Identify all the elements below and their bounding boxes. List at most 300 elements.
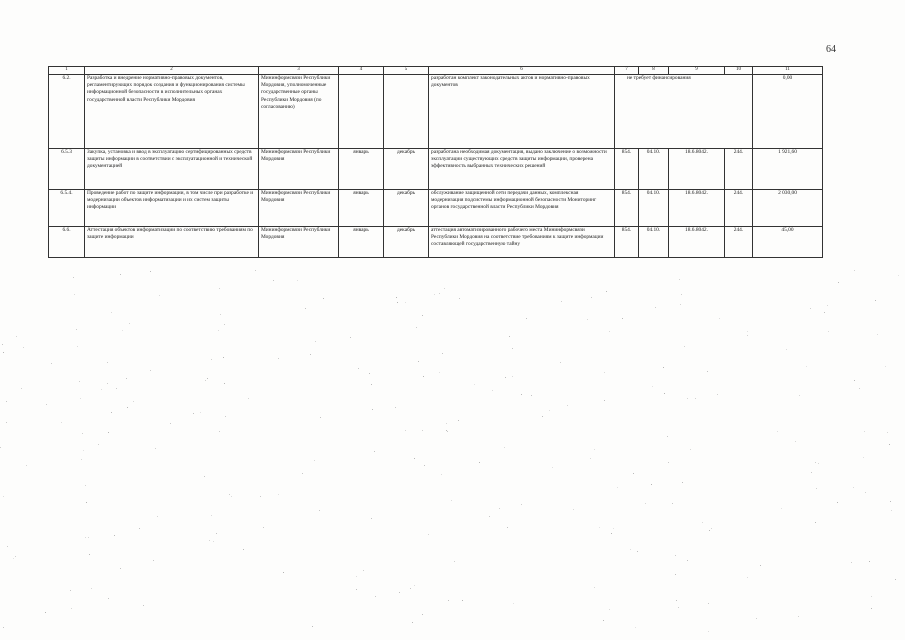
scan-speck xyxy=(684,346,685,347)
scan-speck xyxy=(871,608,872,609)
scan-speck xyxy=(46,404,47,405)
scan-speck xyxy=(447,431,448,432)
scan-speck xyxy=(604,400,605,401)
scan-speck xyxy=(26,465,27,466)
scan-speck xyxy=(283,572,284,573)
scan-speck xyxy=(133,401,134,402)
scan-speck xyxy=(651,484,652,485)
scan-speck xyxy=(219,288,220,289)
scan-speck xyxy=(85,485,86,486)
scan-speck xyxy=(682,482,683,483)
scan-speck xyxy=(672,503,673,504)
scan-speck xyxy=(521,504,522,505)
scan-speck xyxy=(854,270,855,271)
scan-speck xyxy=(86,502,87,503)
activity-name: Разработка и внедрение нормативно-правовых документов, регламентирующих порядок создания и функционирования системы информационной безопасности в исполнительных органах государственной власти Республики Мордовия xyxy=(85,75,259,149)
scan-speck xyxy=(542,416,543,417)
scan-speck xyxy=(827,305,828,306)
scan-speck xyxy=(15,556,16,557)
scan-speck xyxy=(756,618,757,619)
scan-speck xyxy=(561,301,562,302)
scan-speck xyxy=(91,588,92,589)
scan-speck xyxy=(410,588,411,589)
scan-speck xyxy=(599,527,600,528)
scan-speck xyxy=(61,422,62,423)
scan-speck xyxy=(645,503,646,504)
scan-speck xyxy=(451,500,452,501)
scan-speck xyxy=(16,336,17,337)
scan-speck xyxy=(444,288,445,289)
scan-speck xyxy=(229,494,230,495)
scan-speck xyxy=(567,405,568,406)
scan-speck xyxy=(549,410,550,411)
scan-speck xyxy=(323,298,324,299)
scan-speck xyxy=(652,386,653,387)
scan-speck xyxy=(82,433,83,434)
column-number-header: 5 xyxy=(384,67,429,75)
scan-speck xyxy=(356,589,357,590)
scan-speck xyxy=(13,558,14,559)
scan-speck xyxy=(474,384,475,385)
scan-speck xyxy=(747,331,748,332)
scan-speck xyxy=(690,449,691,450)
scan-speck xyxy=(513,603,514,604)
column-number-header: 4 xyxy=(339,67,384,75)
scan-speck xyxy=(637,551,638,552)
scan-speck xyxy=(891,510,892,511)
scan-speck xyxy=(371,518,372,519)
scan-speck xyxy=(663,367,664,368)
scan-speck xyxy=(159,295,160,296)
scan-speck xyxy=(107,383,108,384)
scan-speck xyxy=(170,423,171,424)
scan-speck xyxy=(428,534,429,535)
column-number-header: 2 xyxy=(85,67,259,75)
scan-speck xyxy=(350,337,351,338)
scan-speck xyxy=(0,447,1,448)
scan-speck xyxy=(604,372,605,373)
csr-code: 18.6.8042. xyxy=(669,227,725,258)
scan-speck xyxy=(263,527,264,528)
scan-speck xyxy=(709,530,710,531)
scan-speck xyxy=(719,318,720,319)
scan-speck xyxy=(458,420,459,421)
scan-speck xyxy=(667,436,668,437)
scan-speck xyxy=(220,314,221,315)
scan-speck xyxy=(108,598,109,599)
scan-speck xyxy=(111,312,112,313)
start-date: январь xyxy=(339,190,384,227)
scan-speck xyxy=(442,353,443,354)
csr-code: 18.6.8042. xyxy=(669,190,725,227)
scan-speck xyxy=(126,378,127,379)
activity-name: Закупка, установка и ввод в эксплуатацию сертифицированных средств защиты информации в соответствии с эксплуатационной и технической документацией xyxy=(85,149,259,190)
scan-speck xyxy=(223,357,224,358)
scan-speck xyxy=(799,395,800,396)
vr-code: 244. xyxy=(725,149,753,190)
scan-speck xyxy=(479,462,480,463)
scan-speck xyxy=(708,631,709,632)
scan-speck xyxy=(6,401,7,402)
scan-speck xyxy=(129,323,130,324)
scan-speck xyxy=(590,458,591,459)
scan-speck xyxy=(219,431,220,432)
scan-speck xyxy=(838,282,839,283)
scan-speck xyxy=(675,555,676,556)
end-date: декабрь xyxy=(384,149,429,190)
scan-speck xyxy=(139,528,140,529)
scan-speck xyxy=(747,335,748,336)
scan-speck xyxy=(594,449,595,450)
grbs-code: 854. xyxy=(615,227,639,258)
scan-speck xyxy=(150,271,151,272)
rzpr-code: 04.10. xyxy=(639,149,669,190)
scan-speck xyxy=(76,329,77,330)
scan-speck xyxy=(708,603,709,604)
scan-speck xyxy=(609,609,610,610)
scan-speck xyxy=(150,370,151,371)
scan-speck xyxy=(127,407,128,408)
table-row xyxy=(49,227,823,258)
scan-speck xyxy=(312,626,313,627)
scan-speck xyxy=(107,362,108,363)
scan-speck xyxy=(459,298,460,299)
scan-speck xyxy=(396,297,397,298)
expected-result: разработан комплект законодательных актов и нормативно-правовых документов xyxy=(429,75,615,149)
scan-speck xyxy=(77,346,78,347)
scan-speck xyxy=(424,465,425,466)
scan-speck xyxy=(414,458,415,459)
scan-speck xyxy=(218,330,219,331)
start-date: январь xyxy=(339,149,384,190)
scan-speck xyxy=(446,423,447,424)
scan-speck xyxy=(760,565,761,566)
scan-speck xyxy=(81,459,82,460)
scan-speck xyxy=(573,509,574,510)
scan-speck xyxy=(7,546,8,547)
scan-speck xyxy=(116,388,117,389)
scan-speck xyxy=(305,308,306,309)
scan-speck xyxy=(499,508,500,509)
table-header-row xyxy=(49,67,823,75)
scan-speck xyxy=(3,496,4,497)
scan-speck xyxy=(603,620,604,621)
scan-speck xyxy=(622,318,623,319)
scan-speck xyxy=(319,510,320,511)
scan-speck xyxy=(635,627,636,628)
scan-speck xyxy=(875,300,876,301)
scan-speck xyxy=(224,324,225,325)
end-date: декабрь xyxy=(384,227,429,258)
scan-speck xyxy=(418,361,419,362)
total-amount: 1 921,60 xyxy=(753,149,823,190)
scan-speck xyxy=(248,398,249,399)
scan-speck xyxy=(865,492,866,493)
scan-speck xyxy=(114,535,115,536)
expected-result: обслуживание защищенной сети передачи данных, комплексная модернизация подсистемы информационной безопасности Мониторинг органов государственной власти Республики Мордовия xyxy=(429,190,615,227)
table-row xyxy=(49,75,823,149)
scan-speck xyxy=(2,344,3,345)
scan-speck xyxy=(448,600,449,601)
scan-speck xyxy=(98,444,99,445)
scan-speck xyxy=(889,444,890,445)
scan-speck xyxy=(859,388,860,389)
scan-speck xyxy=(816,488,817,489)
executor: Мининформсвязи Республики Мордовия xyxy=(259,190,339,227)
scan-speck xyxy=(786,349,787,350)
scan-speck xyxy=(120,568,121,569)
scan-speck xyxy=(395,407,396,408)
total-amount: 0,00 xyxy=(753,75,823,149)
scan-speck xyxy=(273,280,274,281)
program-activities-table xyxy=(48,66,823,258)
scan-speck xyxy=(441,474,442,475)
scan-speck xyxy=(88,537,89,538)
executor: Мининформсвязи Республики Мордовия, уполномоченные государственные органы Республики Мордовия (по согласованию) xyxy=(259,75,339,149)
scan-speck xyxy=(781,508,782,509)
scan-speck xyxy=(422,614,423,615)
scan-speck xyxy=(260,496,261,497)
scan-speck xyxy=(869,561,870,562)
scan-speck xyxy=(111,412,112,413)
scan-speck xyxy=(89,554,90,555)
scan-speck xyxy=(811,472,812,473)
scan-speck xyxy=(224,383,225,384)
scan-speck xyxy=(79,381,80,382)
scan-speck xyxy=(613,528,614,529)
column-number-header: 1 xyxy=(49,67,85,75)
scan-speck xyxy=(512,348,513,349)
scan-speck xyxy=(707,371,708,372)
scan-speck xyxy=(363,570,364,571)
total-amount: 45,00 xyxy=(753,227,823,258)
item-number: 6.5.3 xyxy=(49,149,85,190)
vr-code: 244. xyxy=(725,190,753,227)
end-date xyxy=(384,75,429,149)
scan-speck xyxy=(416,327,417,328)
scan-speck xyxy=(606,291,607,292)
scan-speck xyxy=(591,297,592,298)
financing-note: не требует финансирования xyxy=(615,75,753,149)
scan-speck xyxy=(200,412,201,413)
scan-speck xyxy=(372,409,373,410)
scan-speck xyxy=(871,596,872,597)
scan-speck xyxy=(23,347,24,348)
scan-speck xyxy=(655,307,656,308)
scan-speck xyxy=(193,413,194,414)
column-number-header: 7 xyxy=(615,67,639,75)
scan-speck xyxy=(3,352,4,353)
scan-speck xyxy=(795,441,796,442)
scan-speck xyxy=(798,616,799,617)
scan-speck xyxy=(815,522,816,523)
scan-speck xyxy=(108,432,109,433)
scan-speck xyxy=(828,331,829,332)
scan-speck xyxy=(3,627,4,628)
start-date: январь xyxy=(339,227,384,258)
scan-speck xyxy=(594,587,595,588)
scan-speck xyxy=(837,502,838,503)
scan-speck xyxy=(676,600,677,601)
scan-speck xyxy=(120,274,121,275)
scan-speck xyxy=(824,312,825,313)
activity-name: Аттестация объектов информатизации по соответствию требованиям по защите информации xyxy=(85,227,259,258)
scan-speck xyxy=(711,528,712,529)
scan-speck xyxy=(399,592,400,593)
scan-speck xyxy=(278,494,279,495)
scan-speck xyxy=(863,457,864,458)
scan-speck xyxy=(278,358,279,359)
scan-speck xyxy=(143,605,144,606)
item-number: 6.2. xyxy=(49,75,85,149)
scan-speck xyxy=(439,372,440,373)
scan-speck xyxy=(70,590,71,591)
csr-code: 18.6.8042. xyxy=(669,149,725,190)
scan-speck xyxy=(74,294,75,295)
scan-speck xyxy=(492,390,493,391)
scan-speck xyxy=(225,416,226,417)
grbs-code: 854. xyxy=(615,149,639,190)
scan-speck xyxy=(717,394,718,395)
scan-speck xyxy=(423,376,424,377)
scan-speck xyxy=(462,600,463,601)
scan-speck xyxy=(85,537,86,538)
scan-speck xyxy=(617,487,618,488)
scan-speck xyxy=(320,417,321,418)
scan-speck xyxy=(806,366,807,367)
scan-speck xyxy=(890,501,891,502)
scan-speck xyxy=(609,331,610,332)
scan-speck xyxy=(851,562,852,563)
grbs-code: 854. xyxy=(615,190,639,227)
scan-speck xyxy=(507,527,508,528)
scan-speck xyxy=(216,533,217,534)
scan-speck xyxy=(209,540,210,541)
scan-speck xyxy=(633,473,634,474)
scan-speck xyxy=(531,395,532,396)
scan-speck xyxy=(668,462,669,463)
scan-speck xyxy=(356,576,357,577)
scan-speck xyxy=(681,294,682,295)
scan-speck xyxy=(818,463,819,464)
scan-speck xyxy=(777,431,778,432)
scan-speck xyxy=(155,448,156,449)
scan-speck xyxy=(204,476,205,477)
scan-speck xyxy=(489,516,490,517)
scan-speck xyxy=(422,430,423,431)
scan-speck xyxy=(405,430,406,431)
scan-speck xyxy=(680,304,681,305)
scan-speck xyxy=(509,336,510,337)
expected-result: разработана необходимая документация, выдано заключение о возможности эксплуатации существующих средств защиты информации, проверена эффективность выбранных технических решений xyxy=(429,149,615,190)
scan-speck xyxy=(51,363,52,364)
scan-speck xyxy=(854,380,855,381)
activity-name: Проведение работ по защите информации, в том числе при разработке и модернизации объектов информатизации и их систем защиты информации xyxy=(85,190,259,227)
scan-speck xyxy=(6,422,7,423)
item-number: 6.6. xyxy=(49,227,85,258)
scan-speck xyxy=(397,302,398,303)
vr-code: 244. xyxy=(725,227,753,258)
scan-speck xyxy=(454,561,455,562)
scan-speck xyxy=(810,308,811,309)
scan-speck xyxy=(412,622,413,623)
scan-speck xyxy=(21,388,22,389)
scan-speck xyxy=(664,393,665,394)
item-number: 6.5.4. xyxy=(49,190,85,227)
scan-speck xyxy=(243,549,244,550)
scan-speck xyxy=(405,302,406,303)
scan-speck xyxy=(375,596,376,597)
rzpr-code: 04.10. xyxy=(639,227,669,258)
scan-speck xyxy=(83,450,84,451)
scan-speck xyxy=(358,368,359,369)
scan-speck xyxy=(73,277,74,278)
scan-speck xyxy=(505,377,506,378)
rzpr-code: 04.10. xyxy=(639,190,669,227)
scan-speck xyxy=(315,341,316,342)
scan-speck xyxy=(695,398,696,399)
scan-speck xyxy=(369,373,370,374)
scan-speck xyxy=(255,270,256,271)
scan-speck xyxy=(526,318,527,319)
scan-speck xyxy=(898,275,899,276)
scan-speck xyxy=(231,496,232,497)
scan-speck xyxy=(211,359,212,360)
scan-speck xyxy=(422,315,423,316)
scan-speck xyxy=(702,522,703,523)
scan-speck xyxy=(371,384,372,385)
scan-speck xyxy=(877,334,878,335)
executor: Мининформсвязи Республики Мордовия xyxy=(259,149,339,190)
scan-speck xyxy=(887,432,888,433)
scan-speck xyxy=(71,608,72,609)
scan-speck xyxy=(153,560,154,561)
scan-speck xyxy=(504,447,505,448)
scan-speck xyxy=(374,451,375,452)
scan-speck xyxy=(213,541,214,542)
scan-speck xyxy=(205,380,206,381)
scan-speck xyxy=(101,389,102,390)
scan-speck xyxy=(895,579,896,580)
scan-speck xyxy=(560,362,561,363)
table-row xyxy=(49,190,823,227)
scan-speck xyxy=(512,376,513,377)
end-date: декабрь xyxy=(384,190,429,227)
scan-speck xyxy=(211,515,212,516)
column-number-header: 3 xyxy=(259,67,339,75)
column-number-header: 11 xyxy=(753,67,823,75)
scan-speck xyxy=(630,549,631,550)
scan-speck xyxy=(587,319,588,320)
scan-speck xyxy=(80,398,81,399)
table-row xyxy=(49,149,823,190)
scan-speck xyxy=(678,607,679,608)
scan-speck xyxy=(853,487,854,488)
scan-speck xyxy=(747,577,748,578)
scan-speck xyxy=(521,394,522,395)
scan-speck xyxy=(207,378,208,379)
scan-speck xyxy=(885,366,886,367)
scan-speck xyxy=(687,398,688,399)
column-number-header: 6 xyxy=(429,67,615,75)
scan-speck xyxy=(679,279,680,280)
column-number-header: 9 xyxy=(669,67,725,75)
scan-speck xyxy=(310,354,311,355)
scan-speck xyxy=(439,293,440,294)
scan-speck xyxy=(45,612,46,613)
scan-speck xyxy=(611,533,612,534)
page-number: 64 xyxy=(826,44,836,55)
